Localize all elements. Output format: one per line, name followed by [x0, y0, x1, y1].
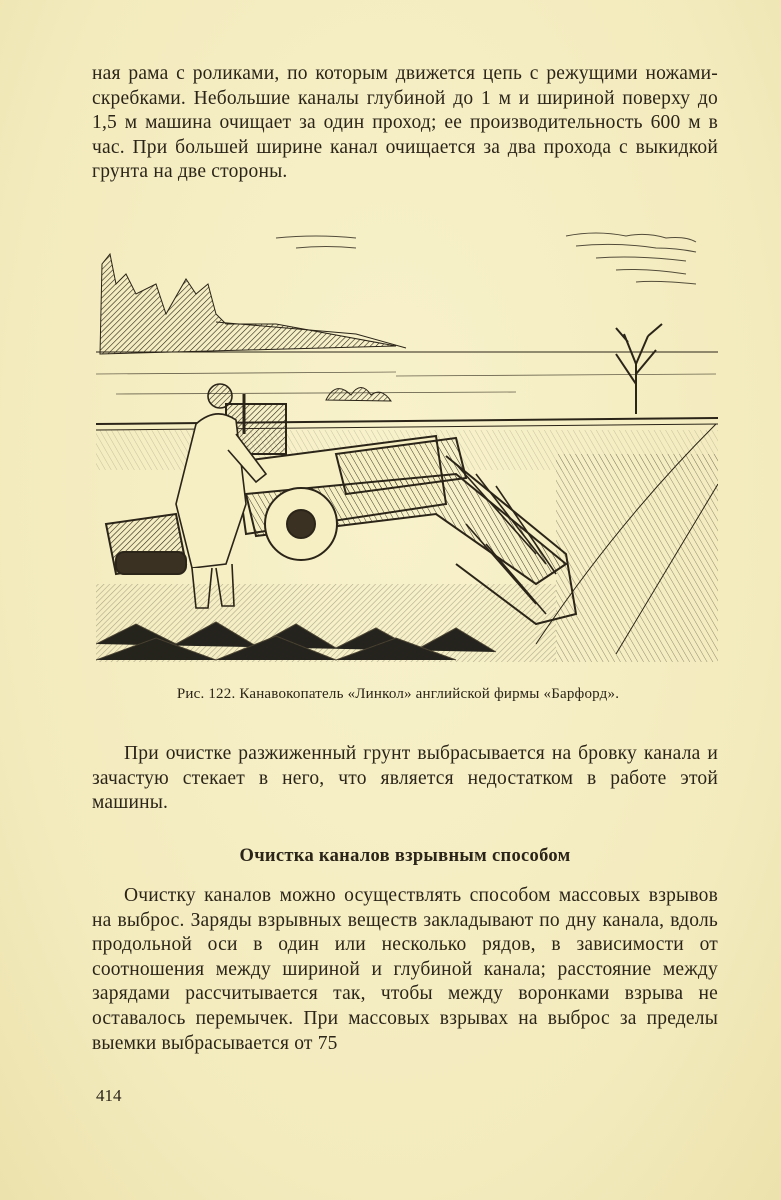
figure-illustration — [96, 224, 718, 662]
section-heading: Очистка каналов взрывным способом — [239, 846, 571, 866]
ditcher-illustration-icon — [96, 224, 718, 662]
page-number: 414 — [96, 1086, 122, 1105]
figure-caption: Рис. 122. Канавокопатель «Линкол» английской фирмы «Барфорд». — [176, 686, 620, 702]
paragraph-continued: ная рама с роликами, по которым движется цепь с режущими ножами-скребками. Небольшие каналы глубиной до 1 м и шириной поверху до 1,5 м машина очищает за один проход; ее производительность 600 м в час. При большей ширине канал очищается за два прохода с выкидкой грунта на две стороны. — [92, 63, 718, 183]
paragraph: Очистку каналов можно осуществлять способом массовых взрывов на выброс. Заряды взрывных веществ закладывают по дну канала, вдоль продольной оси в один или несколько рядов, в зависимости от соотношения между шириной и глубиной канала; расстояние между зарядами рассчитывается так, чтобы между воронками взрыва не оставалось перемычек. При массовых взрывах на выброс за пределы выемки выбрасывается от 75 — [92, 885, 718, 1054]
paragraph: При очистке разжиженный грунт выбрасывается на бровку канала и зачастую стекает в него, что является недостатком в работе этой машины. — [92, 743, 718, 814]
